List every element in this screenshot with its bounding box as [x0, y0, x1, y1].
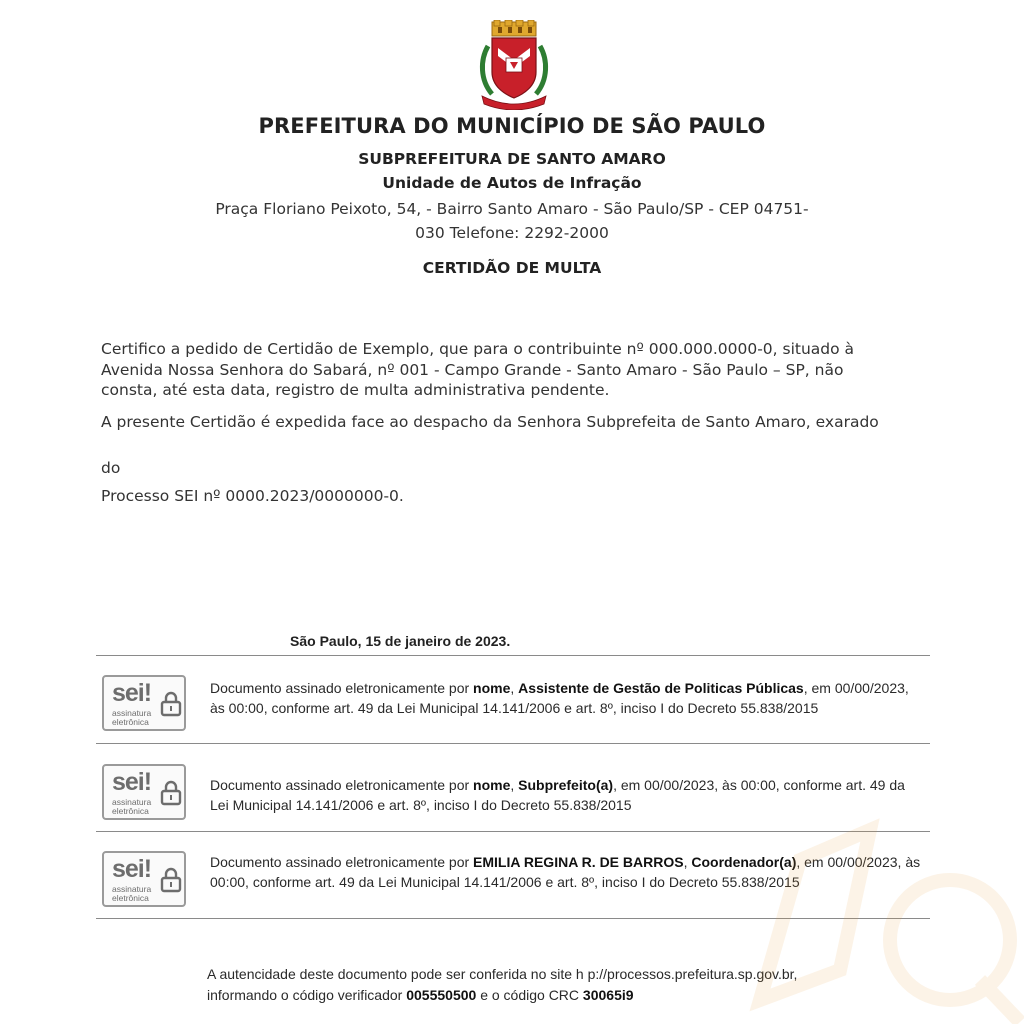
institution-title: PREFEITURA DO MUNICÍPIO DE SÃO PAULO — [258, 114, 766, 138]
lock-icon — [160, 691, 182, 717]
authenticity-site-line: A autencidade deste documento pode ser conferida no site h p://processos.prefeitura.sp.gov.br, — [207, 966, 798, 982]
sei-seal-icon — [102, 764, 186, 820]
crc-code: 30065i9 — [582, 987, 634, 1003]
signature-text: Documento assinado eletronicamente por nome, Assistente de Gestão de Politicas Públicas, em 00/00/2023, às 00:00, conforme art. 49 da Lei Municipal 14.141/2006 e art. 8º, inciso I do Decreto 55.838/2015 — [210, 680, 909, 716]
verifier-code: 005550500 — [406, 987, 477, 1003]
certification-paragraph: Certifico a pedido de Certidão de Exemplo, que para o contribuinte nº 000.000.0000-0, situado à Avenida Nossa Senhora do Sabará, nº 001 - Campo Grande - Santo Amaro - São Paulo – SP, não consta, até esta data, registro de multa administrativa pendente. — [101, 340, 855, 399]
lock-icon — [160, 780, 182, 806]
sei-seal-caption: assinatura eletrônica — [112, 708, 152, 727]
watermark-logo — [720, 800, 1024, 1024]
sei-seal-icon — [102, 675, 186, 731]
process-number: Processo SEI nº 0000.2023/0000000-0. — [101, 487, 404, 505]
subprefeitura-title: SUBPREFEITURA DE SANTO AMARO — [358, 150, 666, 168]
address-line-2: 030 Telefone: 2292-2000 — [415, 224, 609, 242]
signer-name: nome — [473, 680, 511, 696]
sei-seal-word: sei! — [112, 679, 152, 707]
date-line: São Paulo, 15 de janeiro de 2023. — [290, 633, 511, 649]
signer-name: EMILIA REGINA R. DE BARROS — [473, 854, 684, 870]
sei-seal-word: sei! — [112, 768, 152, 796]
coat-of-arms-logo — [478, 20, 550, 110]
document-title: CERTIDÃO DE MULTA — [422, 259, 602, 277]
authenticity-code-line: informando o código verificador 005550500 e o código CRC 30065i9 — [207, 987, 634, 1003]
lock-icon — [160, 867, 182, 893]
dispatch-paragraph: A presente Certidão é expedida face ao despacho da Senhora Subprefeita de Santo Amaro, exarado — [101, 413, 879, 431]
signature-text: Documento assinado eletronicamente por EMILIA REGINA R. DE BARROS, Coordenador(a), em 00/00/2023, às 00:00, conforme art. 49 da Lei Municipal 14.141/2006 e art. 8º, inciso I do Decreto 55.838/2015 — [210, 854, 921, 890]
signature-text: Documento assinado eletronicamente por nome, Subprefeito(a), em 00/00/2023, às 00:00, conforme art. 49 da Lei Municipal 14.141/2006 e art. 8º, inciso I do Decreto 55.838/2015 — [210, 777, 905, 813]
sei-seal-caption: assinatura eletrônica — [112, 884, 152, 903]
divider — [96, 743, 930, 744]
address-line-1: Praça Floriano Peixoto, 54, - Bairro Santo Amaro - São Paulo/SP - CEP 04751- — [215, 200, 809, 218]
sei-seal-word: sei! — [112, 855, 152, 883]
signer-role: Coordenador(a) — [691, 854, 797, 870]
divider — [96, 655, 930, 656]
signer-role: Subprefeito(a) — [518, 777, 614, 793]
signer-role: Assistente de Gestão de Politicas Públicas — [518, 680, 804, 696]
signer-name: nome — [473, 777, 511, 793]
unit-title: Unidade de Autos de Infração — [382, 174, 642, 192]
dispatch-paragraph-continuation: do — [101, 459, 121, 477]
sei-seal-icon — [102, 851, 186, 907]
sei-seal-caption: assinatura eletrônica — [112, 797, 152, 816]
